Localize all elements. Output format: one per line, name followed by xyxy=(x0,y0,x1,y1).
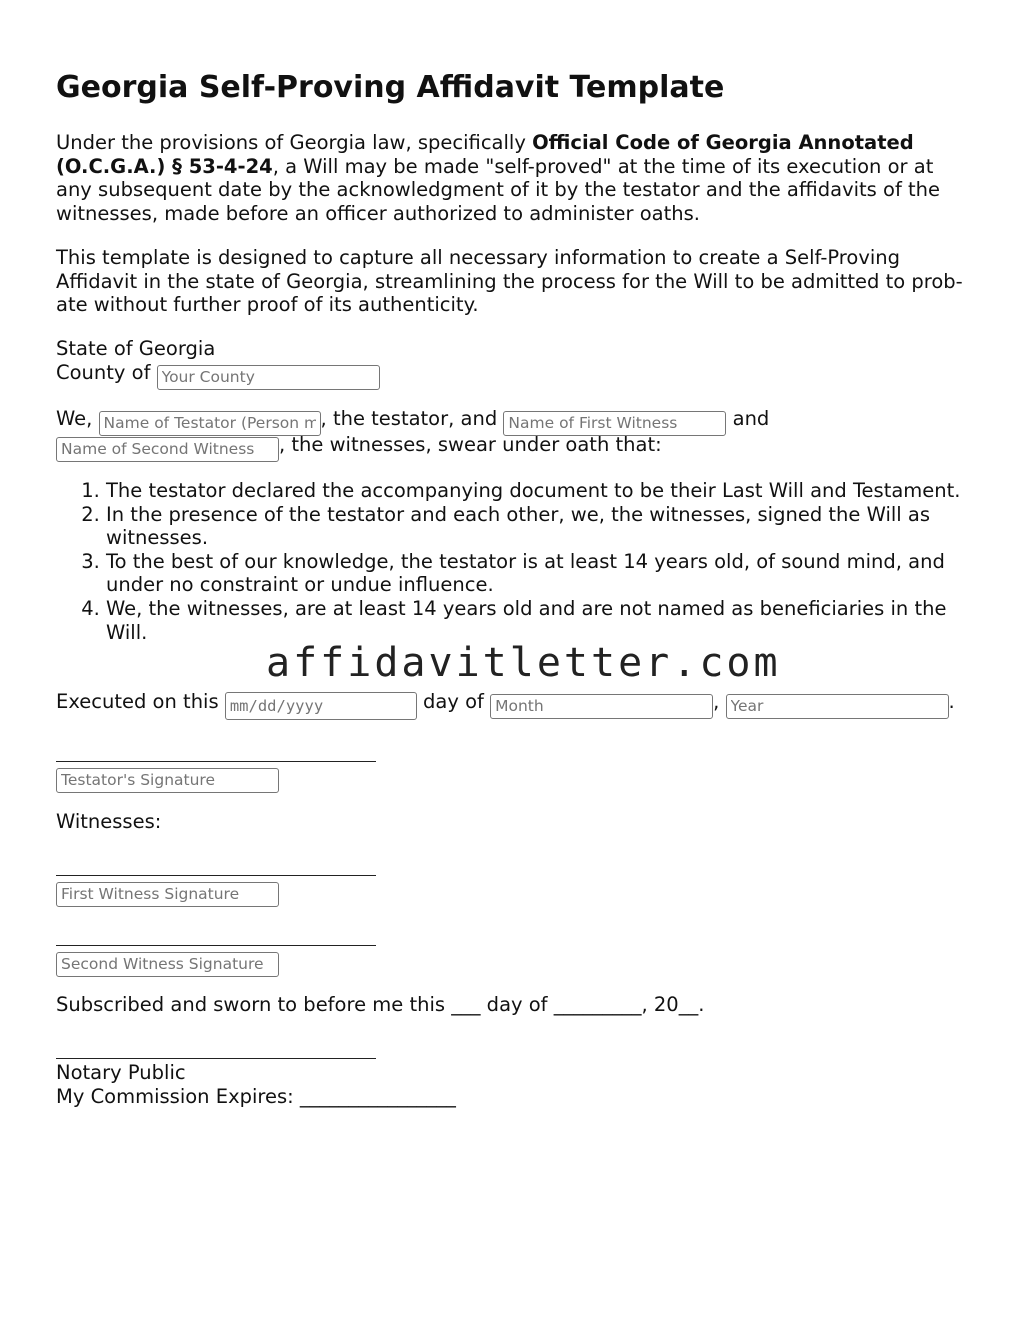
second-witness-name-input[interactable] xyxy=(56,437,279,462)
comma-label: , xyxy=(713,690,720,713)
page-title: Georgia Self-Proving Affidavit Template xyxy=(56,70,725,105)
first-witness-name-input[interactable] xyxy=(503,411,726,436)
testator-and-label: , the testator, and xyxy=(320,407,498,430)
intro-code-citation: Official Code of Georgia Annotated (O.C.G.A.) § 53-4-24 xyxy=(56,131,914,178)
state-line: State of Georgia xyxy=(56,337,216,360)
we-label: We, xyxy=(56,407,93,430)
intro-paragraph xyxy=(56,131,966,225)
second-witness-signature-row xyxy=(56,948,279,977)
witnesses-label: Witnesses: xyxy=(56,810,162,833)
executed-line xyxy=(56,690,955,720)
parties-line-2 xyxy=(56,433,662,462)
day-of-label: day of xyxy=(423,690,484,713)
testator-name-input[interactable] xyxy=(99,411,321,436)
notary-signature-line xyxy=(56,1058,376,1059)
first-witness-signature-row xyxy=(56,878,279,907)
intro-text-pre: Under the provisions of Georgia law, specifically xyxy=(56,131,533,154)
executed-label: Executed on this xyxy=(56,690,219,713)
statement-item: 3. To the best of our knowledge, the testator is at least 14 years old, of sound mind, and under no constraint or undue influence. xyxy=(106,550,966,597)
statements-list xyxy=(56,479,966,644)
and-label: and xyxy=(732,407,770,430)
execution-date-input[interactable] xyxy=(225,692,417,720)
testator-signature-line xyxy=(56,761,376,762)
statement-item: 2. In the presence of the testator and each other, we, the witnesses, signed the Will as witnesses. xyxy=(106,503,966,550)
first-witness-signature-input[interactable] xyxy=(56,882,279,907)
year-input[interactable] xyxy=(726,694,949,719)
month-input[interactable] xyxy=(490,694,713,719)
notary-title: Notary Public xyxy=(56,1061,186,1084)
county-label: County of xyxy=(56,361,151,384)
testator-signature-row xyxy=(56,764,279,793)
second-witness-signature-input[interactable] xyxy=(56,952,279,977)
commission-expires: My Commission Expires: ________________ xyxy=(56,1085,456,1108)
second-witness-signature-line xyxy=(56,945,376,946)
period-label: . xyxy=(948,690,955,713)
intro-text-post: , a Will may be made "self-proved" at the time of its execution or at any subsequent date by the acknowledgment of it by the testator and the affidavits of the witnesses, made before an officer authorized to administer oaths. xyxy=(56,154,941,225)
sworn-statement: Subscribed and sworn to before me this ___ day of _________, 20__. xyxy=(56,993,705,1016)
parties-line-1 xyxy=(56,407,769,436)
county-input[interactable] xyxy=(157,365,380,390)
testator-signature-input[interactable] xyxy=(56,768,279,793)
statement-item: 4. We, the witnesses, are at least 14 years old and are not named as beneficiaries in the Will. xyxy=(106,597,966,644)
statement-item: 1. The testator declared the accompanying document to be their Last Will and Testament. xyxy=(106,479,966,503)
first-witness-signature-line xyxy=(56,875,376,876)
county-line xyxy=(56,361,380,390)
watermark-text: affidavitletter.com xyxy=(266,640,781,686)
swear-label: , the witnesses, swear under oath that: xyxy=(279,433,662,456)
purpose-paragraph: This template is designed to capture all necessary information to create a Self-Proving Affidavit in the state of Georgia, streamlining the process for the Will to be admitted to prob-ate without further proof of its authenticity. xyxy=(56,246,963,317)
